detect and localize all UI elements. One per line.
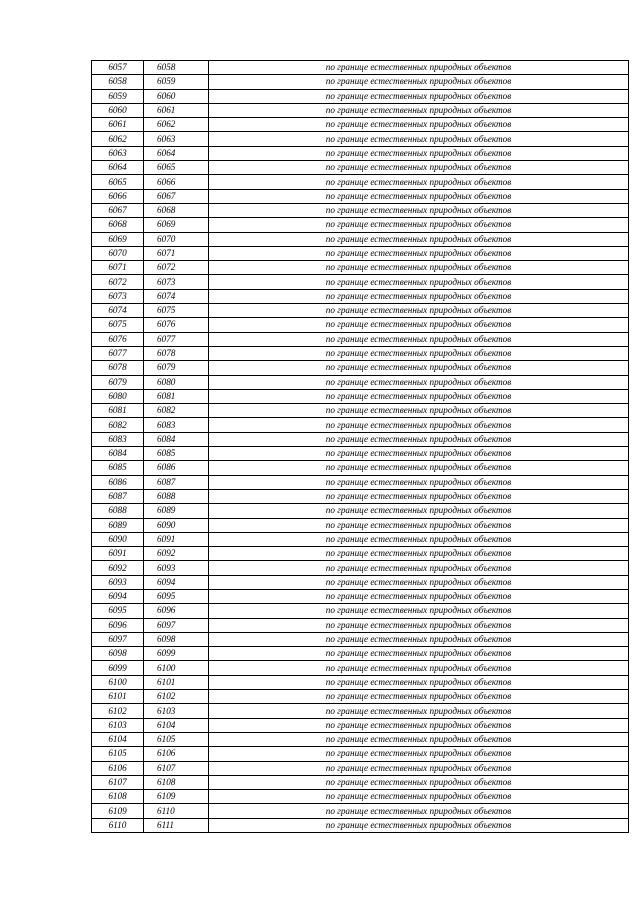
point-from-cell: 6070: [92, 246, 144, 260]
table-row: [92, 632, 629, 646]
boundary-description-cell: по границе естественных природных объектов: [209, 103, 629, 117]
point-from-cell: 6071: [92, 261, 144, 275]
point-from-cell: 6105: [92, 747, 144, 761]
boundary-description-cell: по границе естественных природных объектов: [209, 690, 629, 704]
point-to-cell: 6103: [144, 704, 209, 718]
point-from-cell: 6059: [92, 89, 144, 103]
boundary-description-cell: по границе естественных природных объектов: [209, 532, 629, 546]
boundary-description-cell: по границе естественных природных объектов: [209, 332, 629, 346]
point-to-cell: 6066: [144, 175, 209, 189]
point-from-cell: 6057: [92, 61, 144, 75]
point-to-cell: 6093: [144, 561, 209, 575]
point-to-cell: 6074: [144, 289, 209, 303]
table-row: [92, 704, 629, 718]
table-row: [92, 375, 629, 389]
point-from-cell: 6110: [92, 818, 144, 832]
boundary-description-cell: по границе естественных природных объектов: [209, 404, 629, 418]
point-to-cell: 6070: [144, 232, 209, 246]
table-row: [92, 332, 629, 346]
boundary-description-cell: по границе естественных природных объектов: [209, 203, 629, 217]
point-to-cell: 6099: [144, 647, 209, 661]
boundary-description-cell: по границе естественных природных объектов: [209, 261, 629, 275]
boundary-description-cell: по границе естественных природных объектов: [209, 318, 629, 332]
table-row: [92, 675, 629, 689]
table-row: [92, 418, 629, 432]
point-from-cell: 6095: [92, 604, 144, 618]
point-to-cell: 6081: [144, 389, 209, 403]
point-from-cell: 6088: [92, 504, 144, 518]
point-from-cell: 6084: [92, 447, 144, 461]
boundary-description-cell: по границе естественных природных объектов: [209, 504, 629, 518]
boundary-description-cell: по границе естественных природных объектов: [209, 547, 629, 561]
boundary-description-cell: по границе естественных природных объектов: [209, 704, 629, 718]
table-row: [92, 103, 629, 117]
point-from-cell: 6066: [92, 189, 144, 203]
point-to-cell: 6094: [144, 575, 209, 589]
point-from-cell: 6065: [92, 175, 144, 189]
table-row: [92, 389, 629, 403]
point-from-cell: 6100: [92, 675, 144, 689]
point-from-cell: 6069: [92, 232, 144, 246]
point-from-cell: 6068: [92, 218, 144, 232]
point-to-cell: 6089: [144, 504, 209, 518]
boundary-description-cell: по границе естественных природных объектов: [209, 518, 629, 532]
boundary-description-cell: по границе естественных природных объектов: [209, 232, 629, 246]
point-from-cell: 6085: [92, 461, 144, 475]
point-from-cell: 6103: [92, 718, 144, 732]
point-to-cell: 6069: [144, 218, 209, 232]
point-to-cell: 6073: [144, 275, 209, 289]
table-row: [92, 461, 629, 475]
point-from-cell: 6073: [92, 289, 144, 303]
table-row: [92, 75, 629, 89]
boundary-description-cell: по границе естественных природных объектов: [209, 447, 629, 461]
table-row: [92, 218, 629, 232]
table-row: [92, 475, 629, 489]
boundary-description-cell: по границе естественных природных объектов: [209, 489, 629, 503]
point-to-cell: 6060: [144, 89, 209, 103]
point-to-cell: 6067: [144, 189, 209, 203]
table-row: [92, 589, 629, 603]
table-row: [92, 547, 629, 561]
point-from-cell: 6079: [92, 375, 144, 389]
boundary-description-cell: по границе естественных природных объектов: [209, 118, 629, 132]
table-row: [92, 175, 629, 189]
point-from-cell: 6092: [92, 561, 144, 575]
boundary-description-cell: по границе естественных природных объектов: [209, 575, 629, 589]
point-from-cell: 6090: [92, 532, 144, 546]
point-from-cell: 6091: [92, 547, 144, 561]
boundary-description-cell: по границе естественных природных объектов: [209, 289, 629, 303]
boundary-description-cell: по границе естественных природных объектов: [209, 675, 629, 689]
point-to-cell: 6075: [144, 304, 209, 318]
table-row: [92, 232, 629, 246]
boundary-description-cell: по границе естественных природных объектов: [209, 718, 629, 732]
point-from-cell: 6067: [92, 203, 144, 217]
point-to-cell: 6062: [144, 118, 209, 132]
point-to-cell: 6076: [144, 318, 209, 332]
point-from-cell: 6102: [92, 704, 144, 718]
table-row: [92, 818, 629, 832]
table-row: [92, 61, 629, 75]
boundary-description-cell: по границе естественных природных объектов: [209, 389, 629, 403]
point-from-cell: 6106: [92, 761, 144, 775]
boundary-description-cell: по границе естественных природных объектов: [209, 346, 629, 360]
point-to-cell: 6107: [144, 761, 209, 775]
point-to-cell: 6085: [144, 447, 209, 461]
table-row: [92, 532, 629, 546]
point-to-cell: 6068: [144, 203, 209, 217]
point-from-cell: 6058: [92, 75, 144, 89]
boundary-description-cell: по границе естественных природных объектов: [209, 75, 629, 89]
table-row: [92, 661, 629, 675]
point-to-cell: 6096: [144, 604, 209, 618]
table-row: [92, 318, 629, 332]
table-row: [92, 289, 629, 303]
point-to-cell: 6097: [144, 618, 209, 632]
point-from-cell: 6097: [92, 632, 144, 646]
point-from-cell: 6062: [92, 132, 144, 146]
boundary-description-cell: по границе естественных природных объектов: [209, 89, 629, 103]
boundary-description-cell: по границе естественных природных объектов: [209, 747, 629, 761]
boundary-description-cell: по границе естественных природных объектов: [209, 790, 629, 804]
point-from-cell: 6101: [92, 690, 144, 704]
point-to-cell: 6109: [144, 790, 209, 804]
point-from-cell: 6104: [92, 732, 144, 746]
boundary-description-cell: по границе естественных природных объектов: [209, 761, 629, 775]
table-row: [92, 747, 629, 761]
boundary-description-cell: по границе естественных природных объектов: [209, 275, 629, 289]
point-from-cell: 6075: [92, 318, 144, 332]
point-from-cell: 6060: [92, 103, 144, 117]
point-from-cell: 6072: [92, 275, 144, 289]
point-to-cell: 6078: [144, 346, 209, 360]
point-from-cell: 6108: [92, 790, 144, 804]
boundary-description-cell: по границе естественных природных объектов: [209, 632, 629, 646]
boundary-description-cell: по границе естественных природных объектов: [209, 561, 629, 575]
point-to-cell: 6090: [144, 518, 209, 532]
boundary-description-cell: по границе естественных природных объектов: [209, 61, 629, 75]
point-from-cell: 6099: [92, 661, 144, 675]
point-to-cell: 6080: [144, 375, 209, 389]
point-from-cell: 6076: [92, 332, 144, 346]
point-from-cell: 6107: [92, 775, 144, 789]
table-row: [92, 203, 629, 217]
point-to-cell: 6100: [144, 661, 209, 675]
boundary-description-cell: по границе естественных природных объектов: [209, 804, 629, 818]
boundary-description-cell: по границе естественных природных объектов: [209, 161, 629, 175]
point-to-cell: 6082: [144, 404, 209, 418]
table-row: [92, 489, 629, 503]
point-to-cell: 6098: [144, 632, 209, 646]
point-from-cell: 6082: [92, 418, 144, 432]
point-from-cell: 6087: [92, 489, 144, 503]
table-row: [92, 432, 629, 446]
boundary-description-cell: по границе естественных природных объектов: [209, 732, 629, 746]
point-from-cell: 6080: [92, 389, 144, 403]
boundary-description-cell: по границе естественных природных объектов: [209, 589, 629, 603]
boundary-description-cell: по границе естественных природных объектов: [209, 132, 629, 146]
boundary-description-cell: по границе естественных природных объектов: [209, 175, 629, 189]
point-from-cell: 6063: [92, 146, 144, 160]
boundary-description-cell: по границе естественных природных объектов: [209, 475, 629, 489]
table-row: [92, 304, 629, 318]
point-to-cell: 6095: [144, 589, 209, 603]
point-from-cell: 6077: [92, 346, 144, 360]
point-from-cell: 6096: [92, 618, 144, 632]
boundary-description-cell: по границе естественных природных объектов: [209, 418, 629, 432]
table-row: [92, 604, 629, 618]
table-row: [92, 146, 629, 160]
point-from-cell: 6086: [92, 475, 144, 489]
boundary-description-cell: по границе естественных природных объектов: [209, 604, 629, 618]
point-from-cell: 6083: [92, 432, 144, 446]
boundary-description-cell: по границе естественных природных объектов: [209, 818, 629, 832]
point-to-cell: 6079: [144, 361, 209, 375]
boundary-description-cell: по границе естественных природных объектов: [209, 246, 629, 260]
table-row: [92, 246, 629, 260]
point-to-cell: 6063: [144, 132, 209, 146]
point-from-cell: 6098: [92, 647, 144, 661]
point-to-cell: 6110: [144, 804, 209, 818]
table-row: [92, 447, 629, 461]
point-to-cell: 6061: [144, 103, 209, 117]
table-row: [92, 775, 629, 789]
point-to-cell: 6111: [144, 818, 209, 832]
table-row: [92, 275, 629, 289]
point-from-cell: 6074: [92, 304, 144, 318]
point-to-cell: 6072: [144, 261, 209, 275]
point-to-cell: 6102: [144, 690, 209, 704]
table-body: [92, 61, 629, 833]
point-to-cell: 6058: [144, 61, 209, 75]
point-to-cell: 6086: [144, 461, 209, 475]
table-row: [92, 690, 629, 704]
point-to-cell: 6087: [144, 475, 209, 489]
table-row: [92, 404, 629, 418]
table-row: [92, 118, 629, 132]
point-from-cell: 6109: [92, 804, 144, 818]
point-to-cell: 6065: [144, 161, 209, 175]
point-to-cell: 6108: [144, 775, 209, 789]
point-to-cell: 6104: [144, 718, 209, 732]
boundary-description-cell: по границе естественных природных объектов: [209, 375, 629, 389]
boundary-description-cell: по границе естественных природных объектов: [209, 218, 629, 232]
boundary-description-cell: по границе естественных природных объектов: [209, 146, 629, 160]
boundary-description-cell: по границе естественных природных объектов: [209, 461, 629, 475]
point-to-cell: 6084: [144, 432, 209, 446]
boundary-description-cell: по границе естественных природных объектов: [209, 432, 629, 446]
table-row: [92, 804, 629, 818]
table-row: [92, 647, 629, 661]
boundary-description-cell: по границе естественных природных объектов: [209, 189, 629, 203]
point-to-cell: 6071: [144, 246, 209, 260]
table-row: [92, 361, 629, 375]
boundary-description-cell: по границе естественных природных объектов: [209, 304, 629, 318]
table-row: [92, 132, 629, 146]
point-to-cell: 6106: [144, 747, 209, 761]
point-to-cell: 6105: [144, 732, 209, 746]
point-from-cell: 6093: [92, 575, 144, 589]
table-row: [92, 518, 629, 532]
point-to-cell: 6083: [144, 418, 209, 432]
point-to-cell: 6064: [144, 146, 209, 160]
point-to-cell: 6091: [144, 532, 209, 546]
table-row: [92, 89, 629, 103]
boundary-description-cell: по границе естественных природных объектов: [209, 647, 629, 661]
point-to-cell: 6059: [144, 75, 209, 89]
table-row: [92, 761, 629, 775]
table-row: [92, 346, 629, 360]
point-to-cell: 6088: [144, 489, 209, 503]
boundary-description-cell: по границе естественных природных объектов: [209, 361, 629, 375]
table-row: [92, 161, 629, 175]
point-to-cell: 6077: [144, 332, 209, 346]
table-row: [92, 561, 629, 575]
point-from-cell: 6094: [92, 589, 144, 603]
table-row: [92, 790, 629, 804]
table-row: [92, 732, 629, 746]
point-to-cell: 6092: [144, 547, 209, 561]
point-from-cell: 6078: [92, 361, 144, 375]
table-row: [92, 261, 629, 275]
boundary-description-cell: по границе естественных природных объектов: [209, 775, 629, 789]
table-row: [92, 718, 629, 732]
point-to-cell: 6101: [144, 675, 209, 689]
boundary-description-cell: по границе естественных природных объектов: [209, 618, 629, 632]
point-from-cell: 6081: [92, 404, 144, 418]
table-row: [92, 575, 629, 589]
boundary-description-cell: по границе естественных природных объектов: [209, 661, 629, 675]
boundary-description-table: [91, 60, 629, 833]
point-from-cell: 6064: [92, 161, 144, 175]
table-row: [92, 504, 629, 518]
point-from-cell: 6061: [92, 118, 144, 132]
table-row: [92, 189, 629, 203]
table-row: [92, 618, 629, 632]
point-from-cell: 6089: [92, 518, 144, 532]
